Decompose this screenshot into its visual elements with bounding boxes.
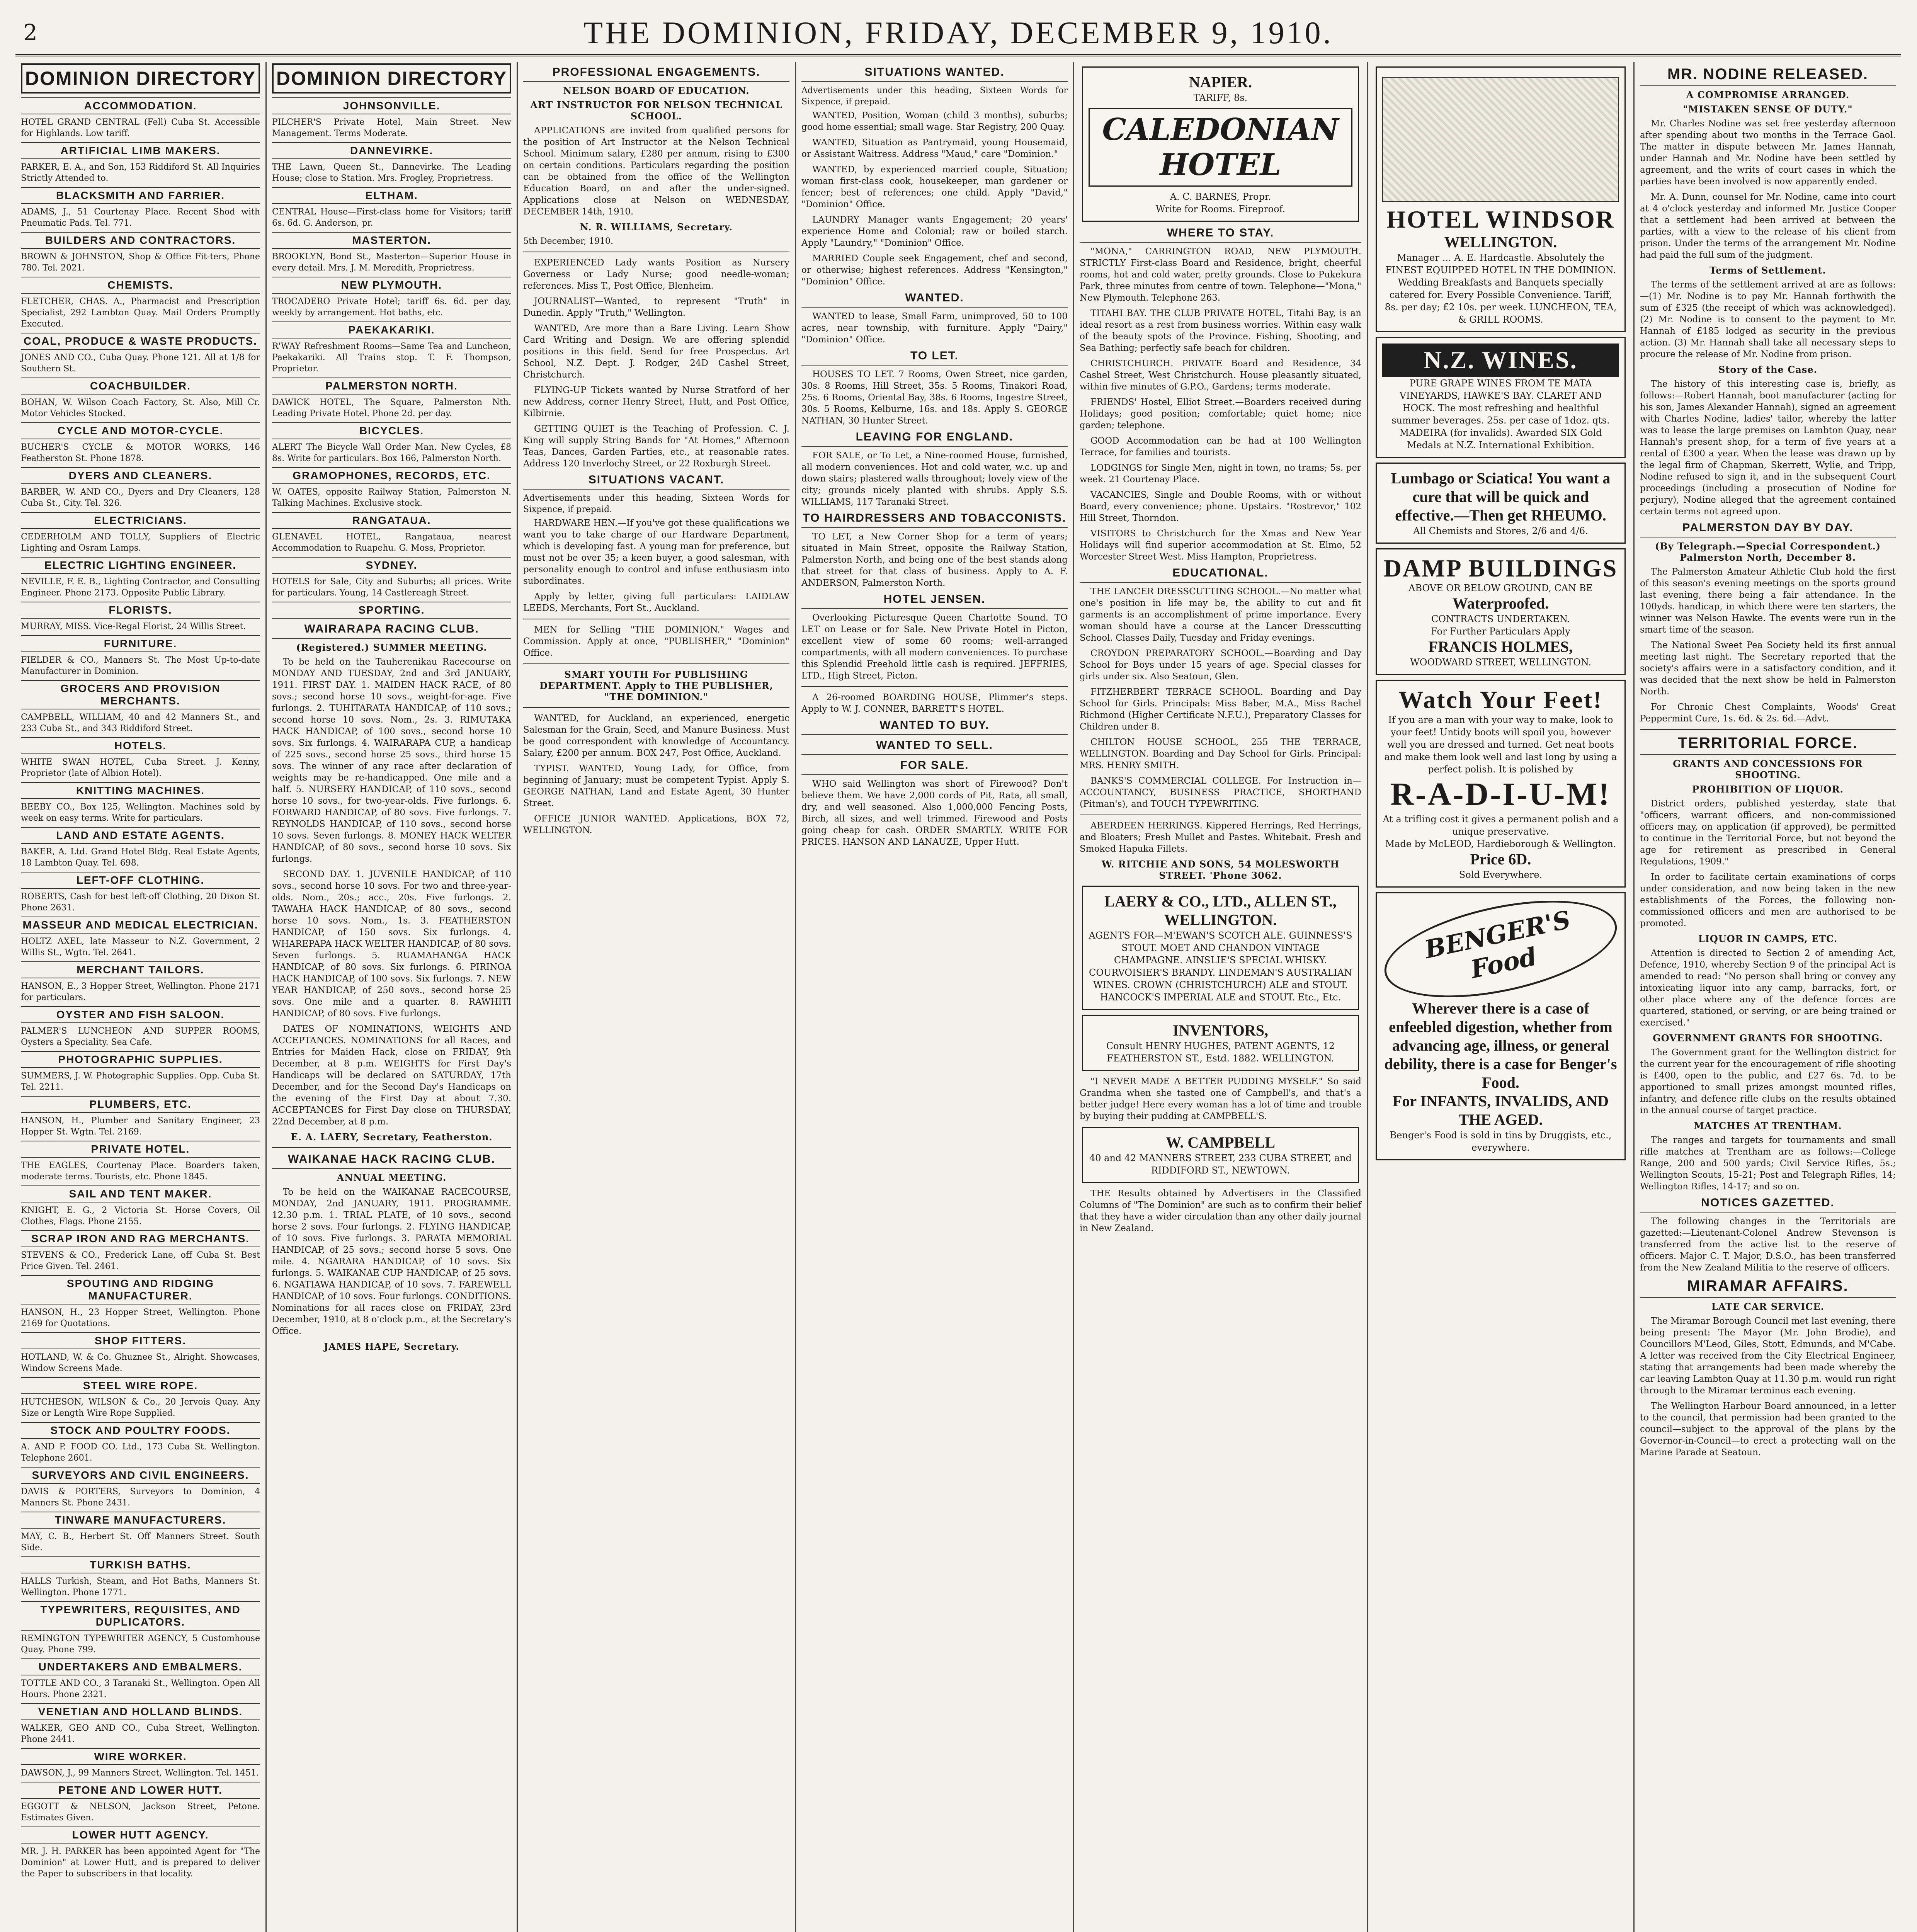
napier-label: NAPIER.	[1189, 73, 1252, 91]
wanted-ad: MARRIED Couple seek Engagement, chef and second, or otherwise; highest references. Address "Kensington," "Dominion" Office.	[801, 253, 1068, 287]
directory-section-heading: SCRAP IRON AND RAG MERCHANTS.	[21, 1230, 260, 1247]
directory-section-heading: PETONE AND LOWER HUTT.	[21, 1782, 260, 1799]
territorial-heading: TERRITORIAL FORCE.	[1640, 735, 1896, 755]
art-date: 5th December, 1910.	[523, 236, 614, 246]
trentham-heading: MATCHES AT TRENTHAM.	[1694, 1120, 1842, 1131]
directory-entry: HOTEL GRAND CENTRAL (Fell) Cuba St. Accessible for Highlands. Low tariff.	[21, 117, 260, 138]
directory-section-heading: ACCOMMODATION.	[21, 97, 260, 114]
radium-body: At a trifling cost it gives a permanent polish and a unique preservative.	[1383, 813, 1619, 837]
fitzherbert-ad: FITZHERBERT TERRACE SCHOOL. Boarding and Day School for Girls. Principals: Miss Baber, M.A., Miss Rachel Richmond (Higher Certificate N.F.U.), Preparatory Classes for Children under 8.	[1080, 687, 1361, 732]
palmerston-para: The Palmerston Amateur Athletic Club hold the first of this season's evening meetings on the sports ground last evening, there being a fair attendance. In the 100yds. handicap, in which there were ten starters, the winner was Nelson Hawke. The events were run in the smart time of the season.	[1640, 567, 1896, 635]
govt-para: The Government grant for the Wellington district for the current year for the encouragement of rifle shooting is £400, open to the public, and £27 6s. 7d. to be apportioned to small prizes amongst mounted rifles, infantry, and defence rifle clubs on the results obtained in the annual course of target practice.	[1640, 1048, 1896, 1116]
lodgings-ad: LODGINGS for Single Men, night in town, no trams; 5s. per week. 21 Courtenay Place.	[1080, 463, 1361, 485]
directory-section-heading: KNITTING MACHINES.	[21, 782, 260, 799]
divider	[523, 663, 789, 664]
directory-section-heading: COAL, PRODUCE & WASTE PRODUCTS.	[21, 333, 260, 350]
terms-para: The terms of the settlement arrived at are as follows:—(1) Mr. Nodine is to pay Mr. Hannah forthwith the sum of £325 (the receipt of which was acknowledged). (2) Mr. Nodine is to consent to the payment to Mr. Hannah of £185 lodged as security in the previous action. (3) Mr. Hannah shall take all necessary steps to procure the release of Mr. Nodine from prison.	[1640, 280, 1896, 359]
hotel-jensen-ad: Overlooking Picturesque Queen Charlotte Sound. TO LET on Lease or for Sale. New Private Hotel in Picton, excellent view of some 60 rooms; well-arranged compartments, with all modern conveniences. To purchase this Splendid Freehold little cash is required. JEFFRIES, LTD., High Street, Picton.	[801, 613, 1068, 681]
wines-ad	[1376, 337, 1626, 457]
wanted-ad: WANTED, Situation as Pantrymaid, young Housemaid, or Assistant Waitress. Address "Maud," care "Dominion."	[801, 138, 1068, 159]
nodine-sub2: "MISTAKEN SENSE OF DUTY."	[1683, 104, 1853, 115]
notices-para: The following changes in the Territorials are gazetted:—Lieutenant-Colonel Andrew Stevenson is transferred from the active list to the reserve of officers. Major C. T. Major, D.S.O., has been transferred from the New Zealand Militia to the reserve of officers.	[1640, 1216, 1896, 1273]
boarding-ad: A 26-roomed BOARDING HOUSE, Plimmer's steps. Apply to W. J. CONNER, BARRETT'S HOTEL.	[801, 692, 1068, 714]
windsor-city: WELLINGTON.	[1444, 233, 1557, 251]
caledonian-ad	[1082, 66, 1359, 222]
prof-ad: GETTING QUIET is the Teaching of Profession. C. J. King will supply String Bands for "At Homes," Afternoon Teas, Dances, Garden Parties, etc., at reasonable rates. Address 120 Inverlochy Street, or 22 Roxburgh Street.	[523, 424, 789, 469]
directory-entry: HOTLAND, W. & Co. Ghuznee St., Alright. Showcases, Window Screens Made.	[21, 1352, 260, 1373]
directory-section-heading: DANNEVIRKE.	[272, 142, 511, 159]
notices-heading: NOTICES GAZETTED.	[1640, 1196, 1896, 1213]
directory-section-heading: MASSEUR AND MEDICAL ELECTRICIAN.	[21, 917, 260, 934]
directory-section-heading: HOTELS.	[21, 737, 260, 754]
directory-section-heading: PLUMBERS, ETC.	[21, 1096, 260, 1113]
directory-entry: TROCADERO Private Hotel; tariff 6s. 6d. per day, weekly by arrangement. Hot baths, etc.	[272, 297, 511, 318]
to-let-heading: TO LET.	[801, 349, 1068, 366]
directory-entry: SUMMERS, J. W. Photographic Supplies. Opp. Cuba St. Tel. 2211.	[21, 1071, 260, 1092]
newspaper-title: THE DOMINION, FRIDAY, DECEMBER 9, 1910.	[583, 15, 1334, 50]
directory-entry: ROBERTS, Cash for best left-off Clothing, 20 Dixon St. Phone 2631.	[21, 892, 260, 913]
wairarapa-day1: To be held on the Tauherenikau Racecourse on MONDAY AND TUESDAY, 2nd and 3rd JANUARY, 1911. FIRST DAY. 1. MAIDEN HACK RACE, of 80 sovs.; second horse 10 sovs., weight-for-age. Five furlongs. 2. TUHITARATA HANDICAP, of 110 sovs.; second horse 10 sovs. Nom., 2s. 3. RIMUTAKA HACK HANDICAP, of 100 sovs., second horse 10 sovs. Six furlongs. 4. WAIRARAPA CUP, a handicap of 225 sovs., second horse 25 sovs., third horse 15 sovs. The winner of any race after declaration of weights may be re-handicapped. One mile and a half. 5. NURSERY HANDICAP, of 110 sovs., second horse 10 sovs., for two-year-olds. Five furlongs. 6. FORWARD HANDICAP, of 80 sovs. Five furlongs. 7. REYNOLDS HANDICAP, of 110 sovs., second horse 10 sovs. Seven furlongs. 8. MONEY HACK WELTER HANDICAP, of 80 sovs., second horse 10 sovs. Six furlongs.	[272, 657, 511, 864]
situations-vacant-heading: SITUATIONS VACANT.	[523, 473, 789, 490]
pudding-ad: "I NEVER MADE A BETTER PUDDING MYSELF." So said Grandma when she tasted one of Campbell's, and that's a better judge! Here every woman has a lot of time and trouble by buying their pudding at CAMPBELL'S.	[1080, 1077, 1361, 1121]
column-where-to-stay	[1074, 62, 1368, 1932]
directory-entry: WHITE SWAN HOTEL, Cuba Street. J. Kenny, Proprietor (late of Albion Hotel).	[21, 757, 260, 778]
tobacco-ad: TO LET, a New Corner Shop for a term of years; situated in Main Street, opposite the Railway Station, Palmerston North, and being one of the best stands along that street for that class of business. Apply to A. F. ANDERSON, Palmerston North.	[801, 532, 1068, 588]
tobacco-heading: TO HAIRDRESSERS AND TOBACCONISTS.	[801, 512, 1068, 528]
situations-wanted-note: Advertisements under this heading, Sixteen Words for Sixpence, if prepaid.	[801, 86, 1068, 107]
board-name: NELSON BOARD OF EDUCATION.	[563, 85, 750, 96]
territorial-sub: GRANTS AND CONCESSIONS FOR SHOOTING.	[1673, 758, 1863, 781]
bengers-infants: For INFANTS, INVALIDS, AND THE AGED.	[1393, 1092, 1609, 1128]
damp-waterproofed: Waterproofed.	[1452, 595, 1549, 612]
story-para: The history of this interesting case is, briefly, as follows:—Robert Hannah, boot manufacturer (acting for his son, James Alexander Hannah), signed an agreement with Charles Nodine, ladies' tailor, whereby the latter was to lease the large premises on Lambton Quay, near Hannah's present shop, for a term of five years at a rental of £300 a year. When the lease was drawn up by the legal firm of Chapman, Skerrett, Wylie, and Tripp, Nodine refused to sign it, and in the subsequent Court proceedings (including a prosecution of Nodine for perjury), Nodine alleged that the agreement contained certain terms not agreed upon.	[1640, 379, 1896, 517]
nodine-sub: A COMPROMISE ARRANGED.	[1686, 89, 1850, 100]
results-notice: THE Results obtained by Advertisers in the Classified Columns of "The Dominion" are such as to confirm their belief that they have a wider circulation than any other daily journal in New Zealand.	[1080, 1189, 1361, 1233]
palmerston-para: The National Sweet Pea Society held its first annual meeting last night. The Secretary reported that the society's affairs were in a satisfactory condition, and it was decided that the next show be held in Palmerston North.	[1640, 640, 1896, 697]
educational-heading: EDUCATIONAL.	[1080, 566, 1361, 583]
directory-entry: ALERT The Bicycle Wall Order Man. New Cycles, £8 8s. Write for particulars. Box 166, Palmerston North.	[272, 442, 511, 463]
laery-body: AGENTS FOR—M'EWAN'S SCOTCH ALE. GUINNESS'S STOUT. MOET AND CHANDON VINTAGE CHAMPAGNE. AINSLIE'S SPECIAL WHISKY. COURVOISIER'S BRANDY. LINDEMAN'S AUSTRALIAN WINES. CROWN (CHRISTCHURCH) ALE and STOUT. HANCOCK'S IMPERIAL ALE and STOUT. Etc., Etc.	[1089, 930, 1352, 1003]
directory-section-heading: UNDERTAKERS AND EMBALMERS.	[21, 1658, 260, 1675]
newspaper-page	[15, 12, 1901, 1932]
liquor-heading: PROHIBITION OF LIQUOR.	[1692, 784, 1844, 795]
directory-section-heading: TURKISH BATHS.	[21, 1556, 260, 1573]
trentham-para: The ranges and targets for tournaments and small rifle matches at Trentham are as follows:—College Range, 200 and 500 yards; Civil Service Rifles, 5s.; Wellington Scouts, 15-21; Post and Telegraph Rifles, 14; Wellington Rifles, 14-17; and so on.	[1640, 1135, 1896, 1192]
directory-entry: EGGOTT & NELSON, Jackson Street, Petone. Estimates Given.	[21, 1802, 260, 1823]
damp-for: For Further Particulars Apply	[1431, 626, 1570, 637]
leaving-heading: LEAVING FOR ENGLAND.	[801, 430, 1068, 447]
directory-section-heading: ELTHAM.	[272, 187, 511, 204]
damp-sub: ABOVE OR BELOW GROUND, CAN BE	[1408, 583, 1593, 594]
waikanae-signature: JAMES HAPE, Secretary.	[324, 1341, 459, 1352]
prof-ad: FLYING-UP Tickets wanted by Nurse Stratford of her new Address, corner Henry Street, Hutt, and Post Office, Kilbirnie.	[523, 385, 789, 418]
wanted-sell-heading: WANTED TO SELL.	[801, 739, 1068, 755]
directory-entry: HANSON, H., Plumber and Sanitary Engineer, 23 Hopper St. Wgtn. Tel. 2169.	[21, 1116, 260, 1137]
ritchie-ad: W. RITCHIE AND SONS, 54 MOLESWORTH STREET. 'Phone 3062.	[1101, 859, 1340, 881]
directory-section-heading: BUILDERS AND CONTRACTORS.	[21, 232, 260, 249]
directory-entry: ADAMS, J., 51 Courtenay Place. Recent Shod with Pneumatic Pads. Tel. 771.	[21, 207, 260, 228]
directory-entry: CEDERHOLM AND TOLLY, Suppliers of Electric Lighting and Osram Lamps.	[21, 532, 260, 553]
directory-section-heading: SURVEYORS AND CIVIL ENGINEERS.	[21, 1467, 260, 1484]
directory-section-heading: RANGATAUA.	[272, 512, 511, 529]
firewood-ad: WHO said Wellington was short of Firewood? Don't believe them. We have 2,000 cords of Pit, Rata, all small, dry, and well seasoned. Also 1,000,000 Fencing Posts, Birch, all sizes, and well trimmed. Firewood and Posts going cheap for cash. ORDER SMARTLY. WRITE FOR PRICES. HANSON AND LANAUZE, Upper Hutt.	[801, 779, 1068, 847]
directory-entry: MAY, C. B., Herbert St. Off Manners Street. South Side.	[21, 1532, 260, 1553]
directory-section-heading: SYDNEY.	[272, 557, 511, 574]
damp-title: DAMP BUILDINGS	[1383, 554, 1618, 582]
directory-entry: HALLS Turkish, Steam, and Hot Baths, Manners St. Wellington. Phone 1771.	[21, 1577, 260, 1597]
story-heading: Story of the Case.	[1718, 364, 1817, 375]
directory-section-heading: GRAMOPHONES, RECORDS, ETC.	[272, 467, 511, 484]
waikanae-subtitle: ANNUAL MEETING.	[337, 1172, 447, 1183]
directory-entry: BAKER, A. Ltd. Grand Hotel Bldg. Real Estate Agents, 18 Lambton Quay. Tel. 698.	[21, 847, 260, 868]
divider	[272, 1147, 511, 1148]
wairarapa-signature: E. A. LAERY, Secretary, Featherston.	[291, 1131, 493, 1143]
bengers-note: Benger's Food is sold in tins by Druggists, etc., everywhere.	[1390, 1129, 1612, 1153]
christchurch-ad: CHRISTCHURCH. PRIVATE Board and Residence, 34 Cashel Street, West Christchurch. House pleasantly situated, within five minutes of G.P.O., Gardens; terms moderate.	[1080, 359, 1361, 392]
column-professional	[518, 62, 796, 1932]
tariff-label: TARIFF, 8s.	[1193, 92, 1248, 103]
camps-para: Attention is directed to Section 2 of amending Act, Defence, 1910, whereby Section 9 of the principal Act is amended to read: "No person shall bring or convey any intoxicating liquor into any camp, barracks, fort, or other place where any of the defence forces are quartered, stationed, or serving, or are being trained or exercised."	[1640, 948, 1896, 1028]
croydon-ad: CROYDON PREPARATORY SCHOOL.—Boarding and Day School for Boys under 15 years of age. Special classes for girls under six. Also Seatoun, Glen.	[1080, 648, 1361, 682]
art-signature: N. R. WILLIAMS, Secretary.	[580, 221, 733, 233]
directory-section-heading: LAND AND ESTATE AGENTS.	[21, 827, 260, 844]
wanted-ad: WANTED, Position, Woman (child 3 months), suburbs; good home essential; small wage. Star Registry, 200 Quay.	[801, 111, 1068, 132]
directory-entry: CENTRAL House—First-class home for Visitors; tariff 6s. 6d. G. Anderson, pr.	[272, 207, 511, 228]
directory-entry: PILCHER'S Private Hotel, Main Street. New Management. Terms Moderate.	[272, 117, 511, 138]
vacant-ad: TYPIST. WANTED, Young Lady, for Office, from beginning of January; must be competent Typist. Apply S. GEORGE NATHAN, Land and Estate Agent, 30 Hunter Street.	[523, 764, 789, 808]
directory-entry: STEVENS & CO., Frederick Lane, off Cuba St. Best Price Given. Tel. 2461.	[21, 1250, 260, 1271]
wanted-lease: WANTED to lease, Small Farm, unimproved, 50 to 100 acres, near township, with furniture. Apply "Dairy," "Dominion" Office.	[801, 311, 1068, 345]
directory-section-heading: MASTERTON.	[272, 232, 511, 249]
rheumo-price: All Chemists and Stores, 2/6 and 4/6.	[1413, 525, 1588, 536]
directory-section-heading: LOWER HUTT AGENCY.	[21, 1827, 260, 1844]
radium-maker: Made by McLEOD, Hardieborough & Wellington.	[1385, 838, 1616, 849]
directory-entry: FIELDER & CO., Manners St. The Most Up-to-date Manufacturer in Dominion.	[21, 655, 260, 676]
caledonian-note: Write for Rooms. Fireproof.	[1155, 204, 1286, 214]
page-number: 2	[23, 19, 37, 46]
good-ad: GOOD Accommodation can be had at 100 Wellington Terrace, for families and tourists.	[1080, 436, 1361, 457]
houses-to-let: HOUSES TO LET. 7 Rooms, Owen Street, nice garden, 30s. 8 Rooms, Hill Street, 35s. 5 Rooms, Tinakori Road, 25s. 6 Rooms, Oriental Bay, 38s. 6 Rooms, Ingestre Street, 30s. 5 Rooms, Kelburne, 16s. and 18s. Apply S. GEORGE NATHAN, 30 Hunter Street.	[801, 369, 1068, 426]
art-body: APPLICATIONS are invited from qualified persons for the position of Art Instructor at the Nelson Technical School. Minimum salary, £280 per annum, rising to £300 on certain conditions. Particulars regarding the position can be obtained from the office of the Wellington Education Board, on and after the under-signed. Applications close at Nelson on WEDNESDAY, DECEMBER 14th, 1910.	[523, 126, 789, 217]
nodine-para: Mr. Charles Nodine was set free yesterday afternoon after spending about two months in the Terrace Gaol. The matter in dispute between Mr. James Hannah, under Hannah and Mr. Nodine have been settled by agreement, and the writs of court cases in which the parties have been involved is now apparently ended.	[1640, 119, 1896, 187]
chilton-ad: CHILTON HOUSE SCHOOL, 255 THE TERRACE, WELLINGTON. Boarding and Day School for Girls. Principal: MRS. HENRY SMITH.	[1080, 737, 1361, 770]
feet-title: Watch Your Feet!	[1398, 686, 1603, 714]
inventors-body: Consult HENRY HUGHES, PATENT AGENTS, 12 FEATHERSTON ST., Estd. 1882. WELLINGTON.	[1106, 1041, 1335, 1064]
directory-section-heading: SHOP FITTERS.	[21, 1332, 260, 1349]
directory-banner-2: DOMINION DIRECTORY	[272, 63, 511, 94]
directory-entry: HUTCHESON, WILSON & Co., 20 Jervois Quay. Any Size or Length Wire Rope Supplied.	[21, 1397, 260, 1418]
directory-section-heading: PALMERSTON NORTH.	[272, 378, 511, 395]
directory-entry: MURRAY, MISS. Vice-Regal Florist, 24 Willis Street.	[21, 622, 246, 631]
aberdeen-ad: ABERDEEN HERRINGS. Kippered Herrings, Red Herrings, and Bloaters; Fresh Mullet and Pastes. Whitebait. Fresh and Smoked Hapuka Fillets.	[1080, 821, 1361, 854]
laery-name: LAERY & CO., LTD., ALLEN ST., WELLINGTON.	[1104, 893, 1337, 929]
directory-entry: DAWICK HOTEL, The Square, Palmerston Nth. Leading Private Hotel. Phone 2d. per day.	[272, 398, 511, 418]
directory-entry: HOLTZ AXEL, late Masseur to N.Z. Government, 2 Willis St., Wgtn. Tel. 2641.	[21, 937, 260, 957]
directory-entry: HOTELS for Sale, City and Suburbs; all prices. Write for particulars. Young, 14 Castlereagh Street.	[272, 577, 511, 598]
divider	[801, 686, 1068, 687]
directory-entry: HANSON, H., 23 Hopper Street, Wellington. Phone 2169 for Quotations.	[21, 1308, 260, 1328]
directory-section-heading: SPOUTING AND RIDGING MANUFACTURER.	[21, 1275, 260, 1304]
masthead	[15, 12, 1901, 56]
bengers-body: Wherever there is a case of enfeebled digestion, whether from advancing age, illness, or general debility, there is a case for Benger's Food.	[1384, 999, 1617, 1091]
directory-section-heading: BLACKSMITH AND FARRIER.	[21, 187, 260, 204]
campbell-name: W. CAMPBELL	[1165, 1134, 1275, 1151]
inventors-title: INVENTORS,	[1172, 1022, 1269, 1039]
caledonian-name: CALEDONIAN HOTEL	[1089, 108, 1352, 187]
directory-entry: GLENAVEL HOTEL, Rangataua, nearest Accommodation to Ruapehu. G. Moss, Proprietor.	[272, 532, 511, 553]
damp-ad	[1376, 548, 1626, 675]
directory-entry: DAVIS & PORTERS, Surveyors to Dominion, 4 Manners St. Phone 2431.	[21, 1487, 260, 1508]
directory-entry: W. OATES, opposite Railway Station, Palmerston N. Talking Machines. Exclusive stock.	[272, 487, 511, 508]
divider	[523, 707, 789, 708]
directory-entry: MR. J. H. PARKER has been appointed Agent for "The Dominion" at Lower Hutt, and is prepared to deliver the Paper to subscribers in that locality.	[21, 1847, 260, 1879]
radium-sold: Sold Everywhere.	[1459, 869, 1543, 880]
wairarapa-subtitle: (Registered.) SUMMER MEETING.	[296, 642, 487, 653]
directory-entry: TOTTLE AND CO., 3 Taranaki St., Wellington. Open All Hours. Phone 2321.	[21, 1679, 260, 1699]
column-news	[1635, 62, 1901, 1932]
wanted-ad: LAUNDRY Manager wants Engagement; 20 years' experience Home and Colonial; raw or boiled starch. Apply "Laundry," "Dominion" Office.	[801, 215, 1068, 248]
directory-entry: KNIGHT, E. G., 2 Victoria St. Horse Covers, Oil Clothes, Flags. Phone 2155.	[21, 1206, 260, 1226]
directory-entry: REMINGTON TYPEWRITER AGENCY, 5 Customhouse Quay. Phone 799.	[21, 1634, 260, 1655]
feet-body: If you are a man with your way to make, look to your feet! Untidy boots will spoil you, however well you are dressed and turned. Get neat boots and make them look well and last long by using a perfect polish. It is polished by	[1384, 714, 1617, 775]
situations-wanted-heading: SITUATIONS WANTED.	[801, 66, 1068, 82]
territorial-para: In order to facilitate certain examinations of corps under consideration, and now being taken in the new establishments of the Forces, the following non-commissioned officers and men are authorised to be promoted.	[1640, 872, 1896, 929]
directory-section-heading: SAIL AND TENT MAKER.	[21, 1185, 260, 1202]
directory-section-heading: DYERS AND CLEANERS.	[21, 467, 260, 484]
directory-section-heading: SPORTING.	[272, 602, 511, 619]
titahi-ad: TITAHI BAY. THE CLUB PRIVATE HOTEL, Titahi Bay, is an ideal resort as a rest from business worries. Within easy walk of the beauty spots of the Province. Fishing, Shooting, and Sea Bathing; perfectly safe beach for children.	[1080, 308, 1361, 353]
miramar-heading: MIRAMAR AFFAIRS.	[1640, 1277, 1896, 1298]
directory-entry: HANSON, E., 3 Hopper Street, Wellington. Phone 2171 for particulars.	[21, 981, 260, 1002]
leaving-ad: FOR SALE, or To Let, a Nine-roomed House, furnished, all modern conveniences. Hot and cold water, w.c. up and down stairs; plastered walls throughout; lovely view of the city; grounds nicely planted with shrubs. Apply S.S. WILLIAMS, 117 Taranaki Street.	[801, 451, 1068, 507]
terms-heading: Terms of Settlement.	[1709, 265, 1826, 276]
directory-section-heading: LEFT-OFF CLOTHING.	[21, 872, 260, 889]
directory-list-2	[272, 97, 511, 619]
directory-section-heading: VENETIAN AND HOLLAND BLINDS.	[21, 1703, 260, 1720]
laery-ad	[1082, 886, 1359, 1010]
waikanae-title: WAIKANAE HACK RACING CLUB.	[272, 1153, 511, 1169]
wairarapa-title: WAIRARAPA RACING CLUB.	[272, 622, 511, 639]
directory-entry: BARBER, W. AND CO., Dyers and Dry Cleaners, 128 Cuba St., City. Tel. 326.	[21, 487, 260, 508]
art-instructor: ART INSTRUCTOR FOR NELSON TECHNICAL SCHOOL.	[530, 99, 782, 122]
nodine-para: Mr. A. Dunn, counsel for Mr. Nodine, came into court at 4 o'clock yesterday and informed Mr. Justice Cooper that a settlement had been arrived at between the parties, with a view to the release of his client from prison. Under the terms of the arrangement Mr. Nodine had paid the full sum of the judgment.	[1640, 192, 1896, 260]
directory-section-heading: MERCHANT TAILORS.	[21, 961, 260, 978]
wairarapa-day2: SECOND DAY. 1. JUVENILE HANDICAP, of 110 sovs., second horse 10 sovs. For two and three-year-olds. Nom., 20s.; acc., 20s. Five furlongs. 2. TAWAHA HACK HANDICAP, of 80 sovs., second horse 10 sovs. Nom., 1s. 3. FEATHERSTON HANDICAP, of 150 sovs. Six furlongs. 4. WHAREPAPA HACK WELTER HANDICAP, of 80 sovs. Seven furlongs. 5. RUAMAHANGA HACK HANDICAP, of 80 sovs. Six furlongs. 6. PIRINOA HACK HANDICAP, of 100 sovs. Six furlongs. 7. NEW YEAR HANDICAP, of 250 sovs., second horse 25 sovs. One mile and a quarter. 8. RAWHITI HANDICAP, of 80 sovs. Five furlongs.	[272, 869, 511, 1019]
directory-entry: BOHAN, W. Wilson Coach Factory, St. Also, Mill Cr. Motor Vehicles Stocked.	[21, 398, 260, 418]
windsor-body: Manager ... A. E. Hardcastle. Absolutely the FINEST EQUIPPED HOTEL IN THE DOMINION. Wedding Breakfasts and Banquets specially catered for. Every Possible Convenience. Tariff, 8s. per day; £2 10s. per week. LUNCHEON, TEA, & GRILL ROOMS.	[1385, 252, 1617, 325]
bengers-ad	[1376, 892, 1626, 1160]
late-car-heading: LATE CAR SERVICE.	[1711, 1301, 1825, 1312]
lancer-ad: THE LANCER DRESSCUTTING SCHOOL.—No matter what one's position in life may be, the ability to cut and fit garments is an accomplishment of prime importance. Every woman should have a course at the Lancer Dresscutting School. Classes Daily, Tuesday and Friday evenings.	[1080, 587, 1361, 643]
visitors-ad: VISITORS to Christchurch for the Xmas and New Year Holidays will find superior accommodation at St. Elmo, 52 Worcester Street West. Miss Hampton, Proprietress.	[1080, 529, 1361, 562]
wines-body: PURE GRAPE WINES FROM TE MATA VINEYARDS, HAWKE'S BAY. CLARET AND HOCK. The most refreshing and healthful summer beverages. 25s. per case of 1doz. qts. MADEIRA (for invalids). Awarded SIX Gold Medals at N.Z. International Exhibition.	[1391, 378, 1610, 451]
directory-entry: BROOKLYN, Bond St., Masterton—Superior House in every detail. Mrs. J. M. Meredith, Proprietress.	[272, 252, 511, 273]
columns	[15, 62, 1901, 1932]
column-directory-1	[15, 62, 267, 1932]
directory-section-heading: GROCERS AND PROVISION MERCHANTS.	[21, 680, 260, 709]
wairarapa-dates: DATES OF NOMINATIONS, WEIGHTS AND ACCEPTANCES. NOMINATIONS for all Races, and Entries for Maiden Hack, close on FRIDAY, 9th December, at 8 p.m. WEIGHTS for First Day's Handicaps will be declared on SATURDAY, 17th December, and for the Second Day's Handicaps on the evening of the First Day at about 7.30. ACCEPTANCES for First Day close on THURSDAY, 22nd December, at 8 p.m.	[272, 1024, 511, 1127]
inventors-ad	[1082, 1015, 1359, 1071]
damp-contracts: CONTRACTS UNDERTAKEN.	[1431, 614, 1570, 625]
divider	[1640, 729, 1896, 730]
directory-section-heading: COACHBUILDER.	[21, 378, 260, 395]
campbell-address: 40 and 42 MANNERS STREET, 233 CUBA STREET, and RIDDIFORD ST., NEWTOWN.	[1089, 1153, 1352, 1176]
prof-ad: WANTED, Are more than a Bare Living. Learn Show Card Writing and Design. We are offering splendid positions in this field. Send for free Prospectus. Art School, N.Z. Dept. J. Rodger, 24D Cashel Street, Christchurch.	[523, 323, 789, 380]
situations-vacant-note: Advertisements under this heading, Sixteen Words for Sixpence, if prepaid.	[523, 493, 789, 514]
directory-section-heading: WIRE WORKER.	[21, 1748, 260, 1765]
directory-section-heading: ELECTRIC LIGHTING ENGINEER.	[21, 557, 260, 574]
directory-entry: DAWSON, J., 99 Manners Street, Wellington. Tel. 1451.	[21, 1768, 259, 1778]
directory-entry: R'WAY Refreshment Rooms—Same Tea and Luncheon, Paekakariki. All Trains stop. T. F. Thompson, Proprietor.	[272, 342, 511, 374]
banks-ad: BANKS'S COMMERCIAL COLLEGE. For Instruction in—ACCOUNTANCY, BUSINESS PRACTICE, SHORTHAND (Pitman's), and TOUCH TYPEWRITING.	[1080, 776, 1361, 809]
directory-entry: BROWN & JOHNSTON, Shop & Office Fit-ters, Phone 780. Tel. 2021.	[21, 252, 260, 273]
directory-section-heading: TYPEWRITERS, REQUISITES, AND DUPLICATORS.	[21, 1601, 260, 1631]
wanted-ad: WANTED, by experienced married couple, Situation; woman first-class cook, housekeeper, man gardener or fencer; best of references; one child. Apply "David," "Dominion" Office.	[801, 165, 1068, 209]
directory-section-heading: PAEKAKARIKI.	[272, 321, 511, 338]
waikanae-body: To be held on the WAIKANAE RACECOURSE, MONDAY, 2nd JANUARY, 1911. PROGRAMME. 12.30 p.m. 1. TRIAL PLATE, of 10 sovs., second horse 2 sovs. Four furlongs. 2. FLYING HANDICAP, of 10 sovs. Five furlongs. 3. PARATA MEMORIAL HANDICAP, of 25 sovs.; second horse 5 sovs. One mile. 4. NGARARA HANDICAP, of 10 sovs. Six furlongs. 5. WAIKANAE CUP HANDICAP, of 25 sovs. 6. NGATIAWA HANDICAP, of 10 sovs. 7. FAREWELL HANDICAP, of 10 sovs. Four furlongs. CONDITIONS. Nominations for all races close on FRIDAY, 23rd December, 1910, at 8 o'clock p.m., at the Secretary's Office.	[272, 1187, 511, 1336]
campbell-ad	[1082, 1127, 1359, 1183]
nodine-heading: MR. NODINE RELEASED.	[1640, 66, 1896, 86]
directory-section-heading: FURNITURE.	[21, 635, 260, 652]
chronic-ad: For Chronic Chest Complaints, Woods' Great Peppermint Cure, 1s. 6d. & 2s. 6d.—Advt.	[1640, 702, 1896, 724]
wanted-heading: WANTED.	[801, 291, 1068, 308]
holmes-address: WOODWARD STREET, WELLINGTON.	[1410, 657, 1591, 668]
wanted-buy-heading: WANTED TO BUY.	[801, 719, 1068, 735]
directory-section-heading: CYCLE AND MOTOR-CYCLE.	[21, 422, 260, 439]
directory-section-heading: STEEL WIRE ROPE.	[21, 1377, 260, 1394]
vacant-ad: HARDWARE HEN.—If you've got these qualifications we want you to take charge of our Hardware Department, which is developing fast. A young man for preference, but must not be over 35; a keen buyer, a good salesman, with personality enough to control and infuse enthusiasm into subordinates.	[523, 518, 789, 586]
miramar-para: The Miramar Borough Council met last evening, there being present: The Mayor (Mr. John Brodie), and Councillors M'Leod, Giles, Stott, Edmunds, and M'Cabe. A letter was received from the City Electrical Engineer, stating that arrangements had been made whereby the car leaving Lambton Quay at 11.30 p.m. would run right through to the Miramar terminus each evening.	[1640, 1316, 1896, 1396]
directory-entry: FLETCHER, CHAS. A., Pharmacist and Prescription Specialist, 292 Lambton Quay. Mail Orders Promptly Executed.	[21, 297, 260, 329]
holmes-name: FRANCIS HOLMES,	[1428, 638, 1573, 656]
caledonian-proprietor: A. C. BARNES, Propr.	[1170, 191, 1271, 202]
vacant-ad: WANTED, for Auckland, an experienced, energetic Salesman for the Grain, Seed, and Manure Business. Must be good correspondent with knowledge of Accountancy. Salary, £200 per annum. BOX 247, Post Office, Auckland.	[523, 713, 789, 758]
vacant-ad: MEN for Selling "THE DOMINION." Wages and Commission. Apply at once, "PUBLISHER," "Dominion" Office.	[523, 625, 789, 658]
mona-ad: "MONA," CARRINGTON ROAD, NEW PLYMOUTH. STRICTLY First-class Board and Residence, bright, cheerful rooms, hot and cold water, pretty grounds. Close to Pukekura Park, three minutes from centre of town. Telephone—"Mona," New Plymouth. Telephone 263.	[1080, 247, 1361, 303]
radium-ad	[1376, 680, 1626, 887]
directory-entry: JONES AND CO., Cuba Quay. Phone 121. All at 1/8 for Southern St.	[21, 353, 260, 374]
directory-entry: BEEBY CO., Box 125, Wellington. Machines sold by week on easy terms. Write for particulars.	[21, 802, 260, 823]
directory-entry: PARKER, E. A., and Son, 153 Riddiford St. All Inquiries Strictly Attended to.	[21, 162, 260, 183]
directory-section-heading: TINWARE MANUFACTURERS.	[21, 1512, 260, 1529]
prof-ad: EXPERIENCED Lady wants Position as Nursery Governess or Lady Nurse; good needle-woman; references. Miss T., Post Office, Blenheim.	[523, 258, 789, 291]
radium-price: Price 6D.	[1470, 850, 1531, 868]
rheumo-body: Lumbago or Sciatica! You want a cure that will be quick and effective.—Then get RHEUMO.	[1391, 469, 1611, 524]
directory-section-heading: CHEMISTS.	[21, 277, 260, 294]
where-to-stay-heading: WHERE TO STAY.	[1080, 226, 1361, 243]
radium-title: R-A-D-I-U-M!	[1390, 776, 1611, 812]
directory-entry: A. AND P. FOOD CO. Ltd., 173 Cuba St. Wellington. Telephone 2601.	[21, 1442, 260, 1463]
vacant-ad: OFFICE JUNIOR WANTED. Applications, BOX 72, WELLINGTON.	[523, 814, 789, 835]
directory-section-heading: STOCK AND POULTRY FOODS.	[21, 1422, 260, 1439]
directory-list-1	[21, 97, 260, 1879]
directory-section-heading: OYSTER AND FISH SALOON.	[21, 1006, 260, 1023]
directory-entry: PALMER'S LUNCHEON AND SUPPER ROOMS, Oysters a Speciality. Sea Cafe.	[21, 1026, 260, 1047]
rheumo-ad	[1376, 463, 1626, 544]
friends-ad: FRIENDS' Hostel, Elliot Street.—Boarders received during Holidays; good position; comfortable; quiet home; nice garden; telephone.	[1080, 397, 1361, 430]
vacant-ad: Apply by letter, giving full particulars: LAIDLAW LEEDS, Merchants, Fort St., Auckland.	[523, 592, 789, 613]
prof-ad: JOURNALIST—Wanted, to represent "Truth" in Dunedin. Apply "Truth," Wellington.	[523, 296, 789, 318]
harbour-para: The Wellington Harbour Board announced, in a letter to the council, that permission had been granted to the council—subject to the approval of the plans by the Governor-in-Council—to erect a protecting wall on the Marine Parade at Seatoun.	[1640, 1401, 1896, 1458]
directory-entry: BUCHER'S CYCLE & MOTOR WORKS, 146 Featherston St. Phone 1878.	[21, 442, 260, 463]
windsor-ad	[1376, 66, 1626, 332]
directory-section-heading: PRIVATE HOTEL.	[21, 1141, 260, 1158]
directory-section-heading: JOHNSONVILLE.	[272, 97, 511, 114]
column-display-ads	[1368, 62, 1635, 1932]
directory-section-heading: NEW PLYMOUTH.	[272, 277, 511, 294]
wines-title: N.Z. WINES.	[1382, 344, 1619, 377]
for-sale-heading: FOR SALE.	[801, 759, 1068, 775]
camps-heading: LIQUOR IN CAMPS, ETC.	[1698, 933, 1838, 944]
directory-section-heading: FLORISTS.	[21, 602, 260, 619]
vacancies-ad: VACANCIES, Single and Double Rooms, with or without Board, every convenience; phone. Upstairs. "Rostrevor," 102 Hill Street, Thorndon.	[1080, 490, 1361, 523]
palmerston-sub: (By Telegraph.—Special Correspondent.) Palmerston North, December 8.	[1655, 541, 1881, 563]
territorial-para: District orders, published yesterday, state that "officers, warrant officers, and non-commissioned officers may, on application (if approved), be permitted to continue in the Territorial Force, but not beyond the age for retirement as prescribed in General Regulations, 1909."	[1640, 799, 1896, 867]
column-directory-2	[267, 62, 518, 1932]
govt-heading: GOVERNMENT GRANTS FOR SHOOTING.	[1653, 1032, 1883, 1044]
hotel-illustration	[1382, 77, 1619, 202]
directory-section-heading: ELECTRICIANS.	[21, 512, 260, 529]
directory-banner: DOMINION DIRECTORY	[21, 63, 260, 94]
directory-entry: CAMPBELL, WILLIAM, 40 and 42 Manners St., and 233 Cuba St., and 343 Riddiford Street.	[21, 713, 260, 733]
directory-section-heading: ARTIFICIAL LIMB MAKERS.	[21, 142, 260, 159]
bengers-logo: BENGER'S Food	[1376, 883, 1625, 1015]
smart-youth-ad: SMART YOUTH For PUBLISHING DEPARTMENT. Apply to THE PUBLISHER, "THE DOMINION."	[539, 669, 773, 702]
windsor-name: HOTEL WINDSOR	[1386, 206, 1615, 233]
directory-entry: NEVILLE, F. E. B., Lighting Contractor, and Consulting Engineer. Phone 2173. Opposite Public Library.	[21, 577, 260, 598]
professional-heading: PROFESSIONAL ENGAGEMENTS.	[523, 66, 789, 82]
directory-section-heading: BICYCLES.	[272, 422, 511, 439]
directory-entry: WALKER, GEO AND CO., Cuba Street, Wellington. Phone 2441.	[21, 1723, 260, 1744]
directory-entry: THE EAGLES, Courtenay Place. Boarders taken, moderate terms. Tourists, etc. Phone 1845.	[21, 1161, 260, 1182]
palmerston-heading: PALMERSTON DAY BY DAY.	[1640, 521, 1896, 537]
directory-entry: THE Lawn, Queen St., Dannevirke. The Leading House; close to Station. Mrs. Frogley, Proprietress.	[272, 162, 511, 183]
hotel-jensen-heading: HOTEL JENSEN.	[801, 593, 1068, 609]
directory-section-heading: PHOTOGRAPHIC SUPPLIES.	[21, 1051, 260, 1068]
column-situations-wanted	[796, 62, 1074, 1932]
